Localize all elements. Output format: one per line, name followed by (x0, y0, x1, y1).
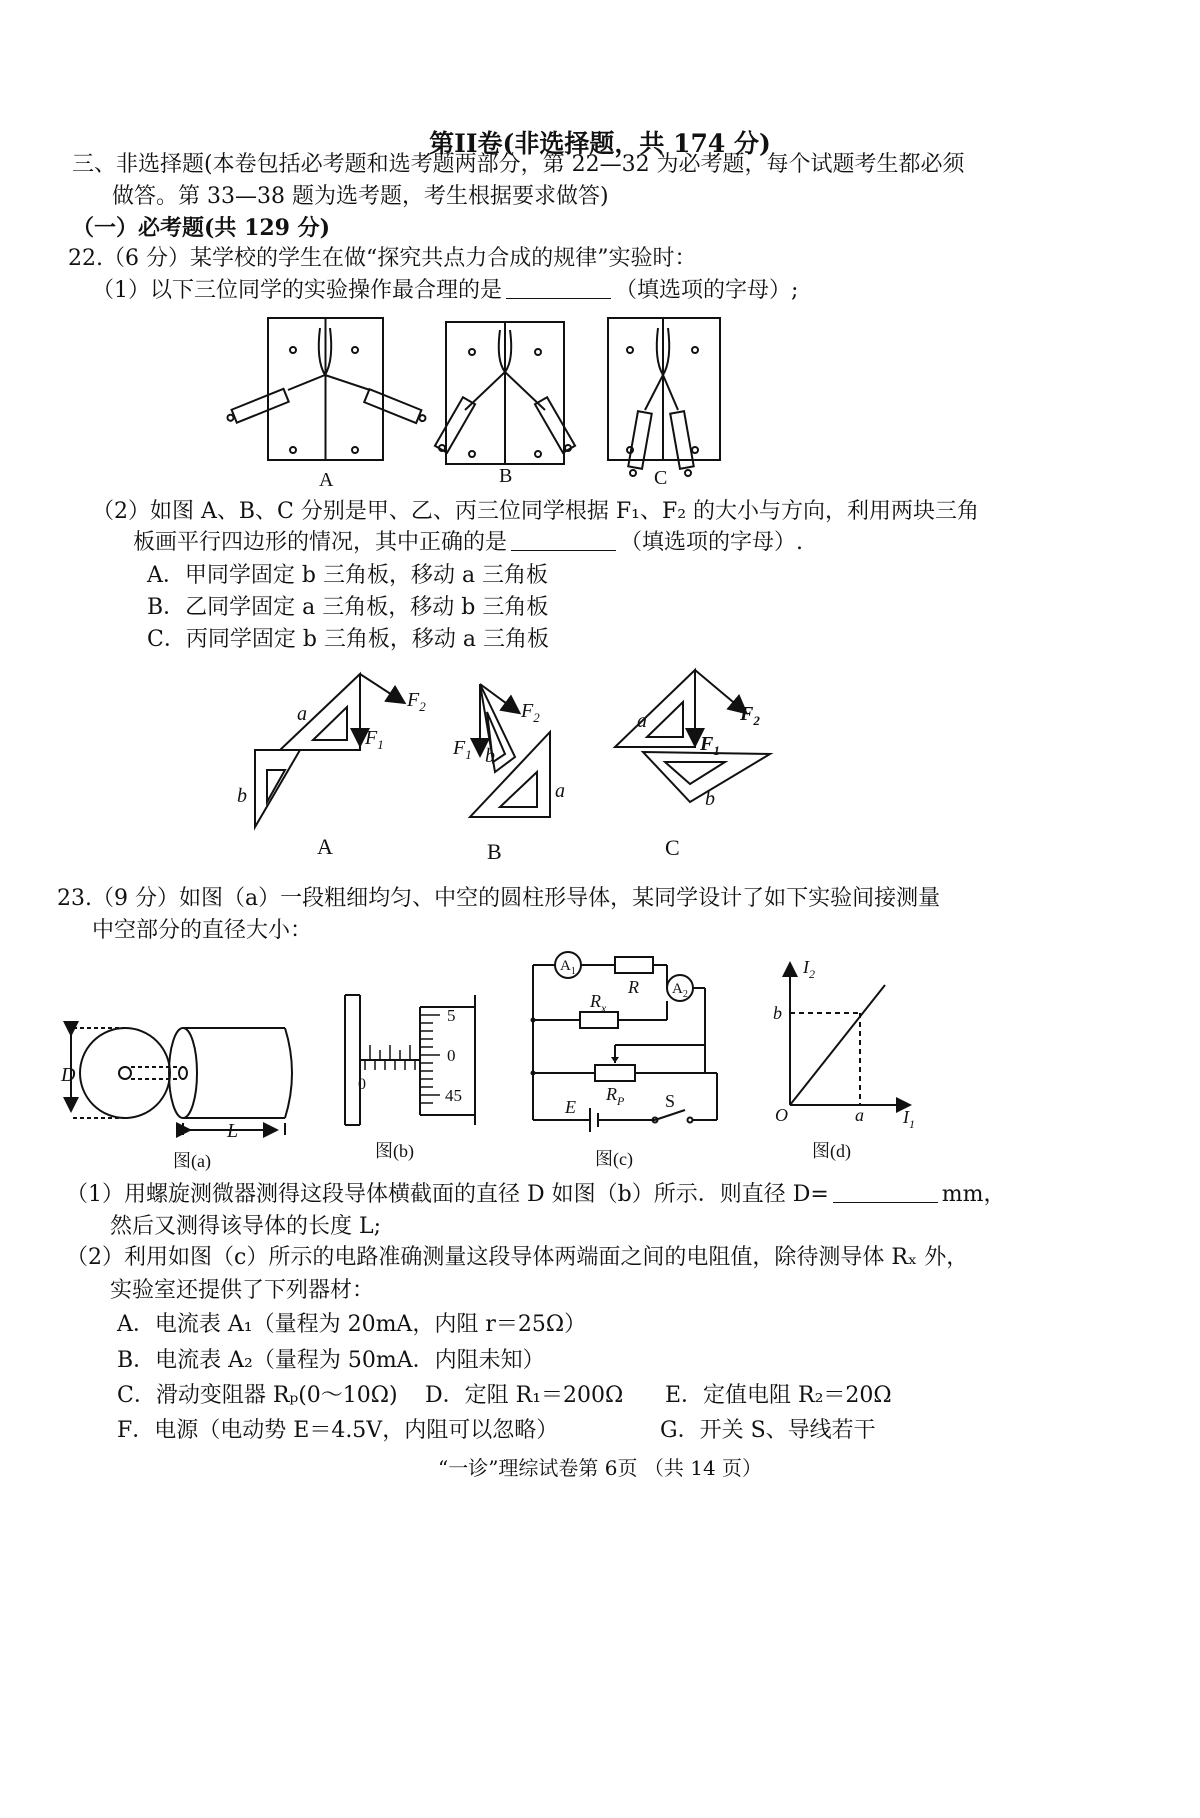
q23-stem-line2: 中空部分的直径大小： (92, 918, 313, 943)
q23-item-c: C．滑动变阻器 Rₚ(0～10Ω) (117, 1383, 398, 1408)
board-label-a: A (319, 469, 334, 491)
q22-part2-line1: （2）如图 A、B、C 分别是甲、乙、丙三位同学根据 F₁、F₂ 的大小与方向，利用两块三角 (92, 499, 980, 524)
caption-fig-b: 图(b) (375, 1141, 414, 1161)
q22-part2-blank[interactable] (511, 530, 616, 551)
tri-b-label-b: b (485, 745, 495, 767)
q23-part1-line1 (66, 1180, 1006, 1210)
tri-c-label-b: b (705, 788, 715, 810)
board-label-b: B (499, 465, 513, 487)
q22-part2-text: 板画平行四边形的情况，其中正确的是 (133, 530, 508, 555)
q23-item-b: B．电流表 A₂（量程为 50mA．内阻未知） (117, 1348, 545, 1373)
tri-b-F2: $F_2$ (521, 700, 540, 725)
tri-c-F1: $F_1$ (700, 733, 720, 758)
fig-b-tick0: 0 (447, 1046, 456, 1065)
fig-d-I2: $I_2$ (803, 957, 815, 981)
board-c (608, 318, 720, 476)
fig-b-tick45: 45 (445, 1086, 462, 1105)
q23-part2-line2: 实验室还提供了下列器材： (110, 1278, 375, 1303)
q23-part1-text: （1）用螺旋测微器测得这段导体横截面的直径 D 如图（b）所示．则直径 D= (66, 1182, 829, 1207)
fig-c-A2: $A_2$ (672, 981, 688, 1000)
q23-part1-line2: 然后又测得该导体的长度 L; (110, 1214, 382, 1239)
section3-intro-line1: 三、非选择题(本卷包括必考题和选考题两部分，第 22—32 为必考题，每个试题考生都必须 (72, 152, 965, 177)
fig-c-E: E (565, 1097, 576, 1117)
tri-a-F2: $F_2$ (407, 689, 426, 714)
tri-a-label-b: b (237, 785, 247, 807)
fig-c-RP: $R_P$ (606, 1084, 625, 1108)
fig-c-A1: $A_1$ (560, 958, 576, 977)
caption-fig-d: 图(d) (812, 1141, 851, 1161)
q22-triangle-figure (225, 662, 795, 867)
caption-fig-a: 图(a) (173, 1151, 211, 1171)
q23-item-g: G．开关 S、导线若干 (660, 1418, 876, 1443)
board-label-c: C (654, 467, 668, 489)
q23-item-f: F．电源（电动势 E＝4.5V，内阻可以忽略） (117, 1418, 559, 1443)
caption-fig-c: 图(c) (595, 1149, 633, 1169)
fig-b-main0: 0 (358, 1076, 366, 1093)
fig-c-S: S (665, 1091, 676, 1111)
q22-part1-blank[interactable] (506, 278, 611, 299)
fig-a-L: L (227, 1120, 239, 1142)
tri-c-label-a: a (637, 710, 647, 732)
fig-d-O: O (775, 1105, 788, 1125)
q22-option-a: A．甲同学固定 b 三角板，移动 a 三角板 (147, 563, 549, 588)
triangles-c (615, 670, 770, 802)
q23-figures (55, 945, 1115, 1175)
q22-option-b: B．乙同学固定 a 三角板，移动 b 三角板 (147, 595, 549, 620)
q23-stem-line1: 23.（9 分）如图（a）一段粗细均匀、中空的圆柱形导体，某同学设计了如下实验间接测量 (57, 886, 941, 911)
board-b (435, 322, 575, 464)
section3-intro-line2: 做答。第 33—38 题为选考题，考生根据要求做答) (112, 184, 609, 209)
required-section-heading: （一）必考题(共 129 分) (72, 215, 331, 241)
tri-label-b: B (487, 839, 502, 864)
tri-b-label-a: a (555, 780, 565, 802)
tri-a-F1: $F_1$ (365, 727, 384, 752)
q22-part2-line2 (133, 528, 803, 558)
fig-d-a: a (855, 1105, 864, 1125)
tri-c-F2: $F_2$ (740, 703, 760, 728)
q23-part1-unit: mm， (941, 1182, 1006, 1207)
section-title: 第II卷(非选择题，共 174 分) (429, 129, 771, 158)
fig-d-graph (790, 963, 910, 1105)
fig-c-circuit (533, 952, 717, 1132)
board-a (225, 318, 428, 460)
q23-item-e: E．定值电阻 R₂＝20Ω (665, 1383, 892, 1408)
triangles-b (470, 684, 550, 817)
fig-c-R: R (628, 977, 639, 997)
q23-part2-line1: （2）利用如图（c）所示的电路准确测量这段导体两端面之间的电阻值，除待测导体 Rₓ 外， (66, 1245, 969, 1270)
q22-part1 (92, 276, 798, 306)
fig-b-tick5: 5 (447, 1006, 456, 1025)
tri-label-c: C (665, 835, 680, 860)
page-footer: “一诊”理综试卷第 6页 （共 14 页） (437, 1456, 763, 1480)
fig-d-b: b (773, 1003, 782, 1023)
tri-b-F1: $F_1$ (453, 737, 472, 762)
fig-a-cylinder (71, 1028, 292, 1135)
q23-item-d: D．定阻 R₁＝200Ω (425, 1383, 624, 1408)
rheostat-slider-icon (611, 1057, 619, 1063)
q22-stem: 22.（6 分）某学校的学生在做“探究共点力合成的规律”实验时： (68, 246, 697, 271)
fig-a-D: D (61, 1064, 76, 1086)
fig-c-Rx: $R_x$ (590, 991, 607, 1015)
fig-d-I1: $I_1$ (903, 1107, 915, 1131)
q23-item-a: A．电流表 A₁（量程为 20mA，内阻 r＝25Ω） (117, 1312, 587, 1337)
tri-a-label-a: a (297, 703, 307, 725)
q23-part1-blank[interactable] (833, 1182, 938, 1203)
q22-part2-text-after: （填选项的字母）. (620, 530, 804, 555)
q22-part1-text: （1）以下三位同学的实验操作最合理的是 (92, 278, 502, 303)
q22-board-figure (220, 310, 740, 495)
q22-part1-text-after: （填选项的字母）; (615, 278, 799, 303)
q22-option-c: C．丙同学固定 b 三角板，移动 a 三角板 (147, 627, 550, 652)
tri-label-a: A (317, 834, 333, 859)
